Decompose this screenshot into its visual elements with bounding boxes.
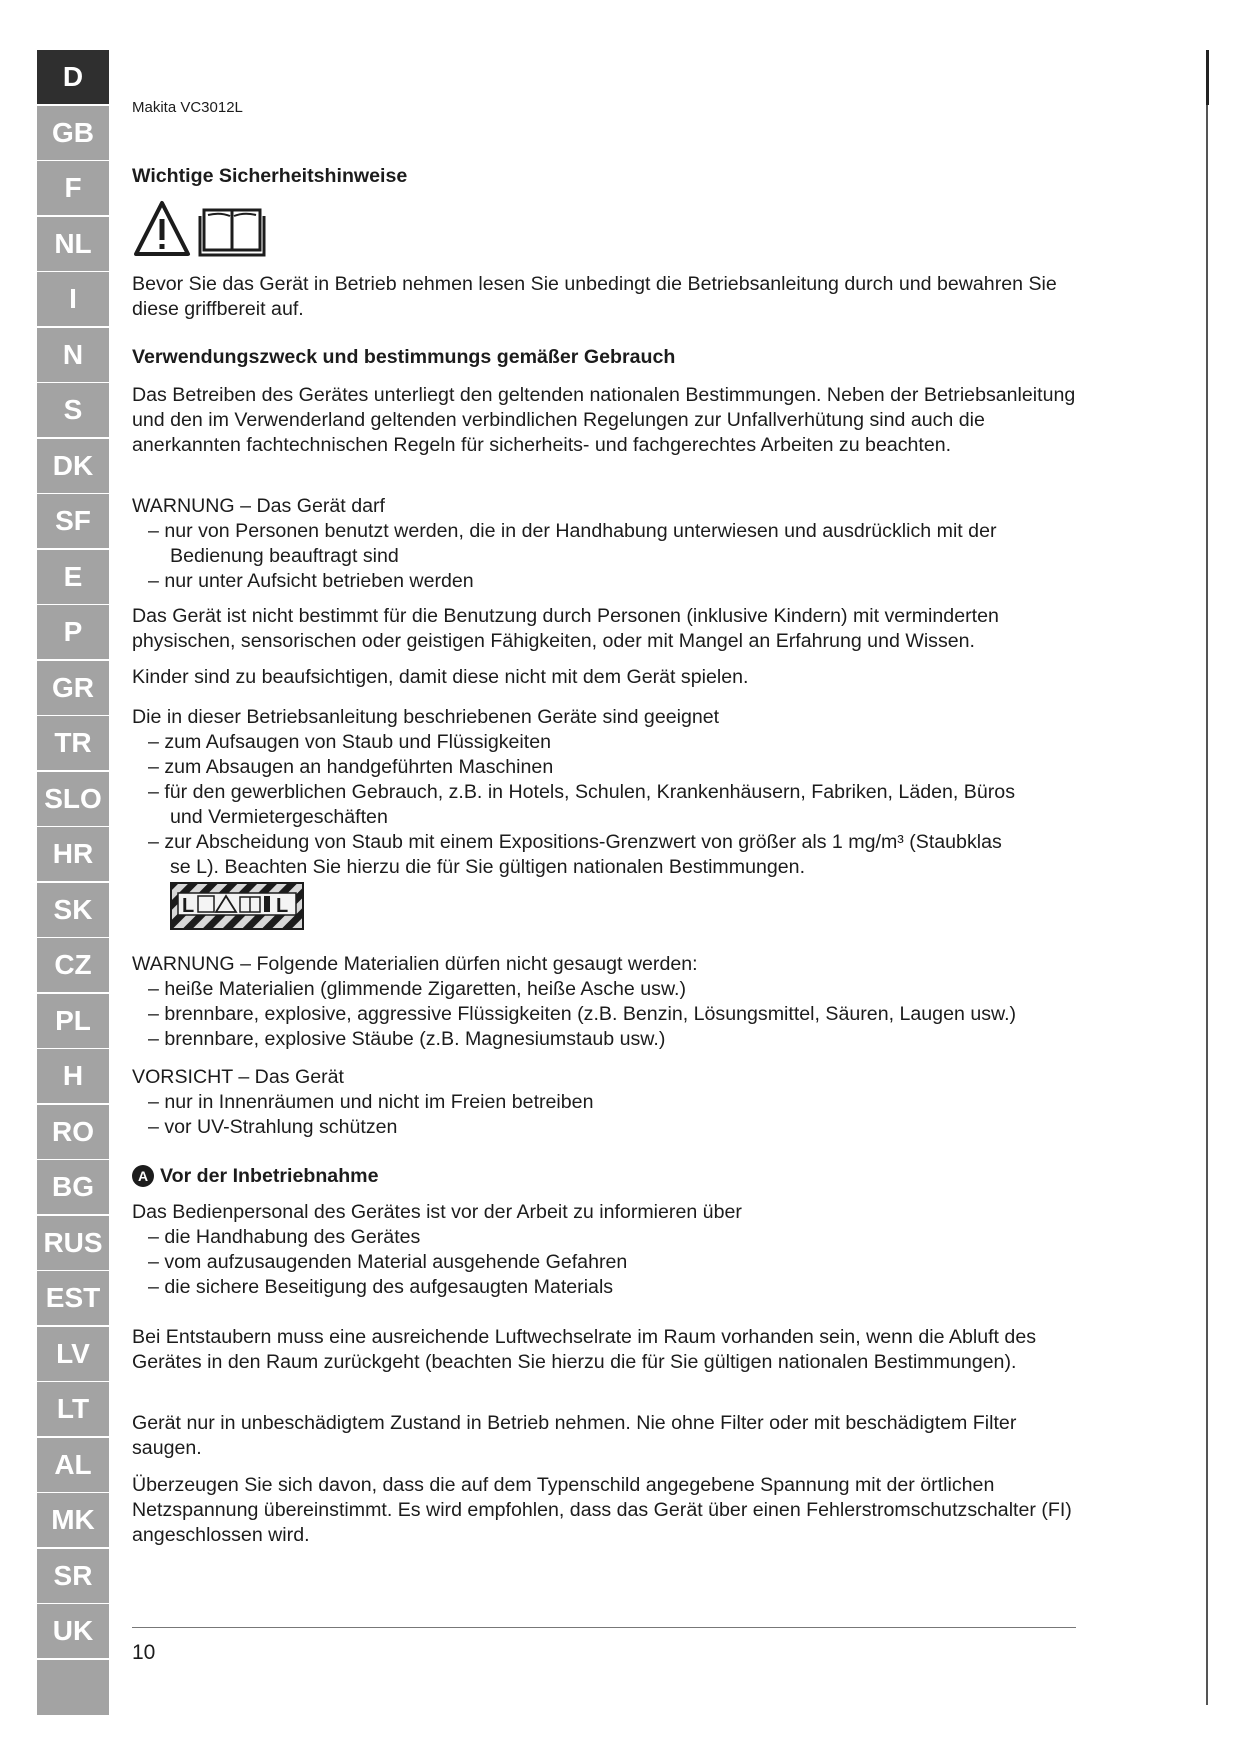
list-item: – brennbare, explosive, aggressive Flüssigkeiten (z.B. Benzin, Lösungsmittel, Säuren, Laugen usw.) [148, 1003, 1017, 1025]
lang-tab[interactable]: NL [37, 217, 109, 271]
warning1-title: WARNUNG – Das Gerät darf [132, 495, 385, 517]
warning-manual-icons [132, 198, 272, 260]
start-block [132, 1200, 1082, 1300]
safety-text: Bevor Sie das Gerät in Betrieb nehmen lesen Sie unbedingt die Betriebsanleitung durch und bewahren Sie diese griffbereit auf. [132, 273, 1057, 320]
dust-class-l-label [170, 882, 304, 930]
dust-class-label-graphic [170, 882, 304, 930]
section-a-badge: A [132, 1165, 154, 1187]
list-item: – zum Absaugen an handgeführten Maschinen [148, 756, 554, 778]
lang-tab[interactable]: S [37, 383, 109, 437]
lang-tab[interactable]: GB [37, 106, 109, 160]
list-item: – zur Abscheidung von Staub mit einem Expositions-Grenzwert von größer als 1 mg/m³ (Staubklas se L). Beachten Sie hierzu die für Sie gültigen nationalen Bestimmungen. [148, 831, 1002, 878]
suitable-block [132, 705, 1082, 880]
lang-tab[interactable]: SLO [37, 772, 109, 826]
suitable-title: Die in dieser Betriebsanleitung beschriebenen Geräte sind geeignet [132, 706, 720, 728]
use-heading: Verwendungszweck und bestimmungs gemäßer Gebrauch [132, 346, 676, 368]
air-text: Bei Entstaubern muss eine ausreichende Luftwechselrate im Raum vorhanden sein, wenn die Abluft des Gerätes in den Raum zurückgeht (beachten Sie hierzu die für Sie gültigen nationalen Bestimmungen). [132, 1326, 1037, 1373]
lang-tab[interactable]: HR [37, 827, 109, 881]
list-item: – vor UV-Strahlung schützen [148, 1116, 398, 1138]
warning-triangle-icon [136, 203, 188, 254]
lang-tab[interactable]: CZ [37, 938, 109, 992]
list-item: – zum Aufsaugen von Staub und Flüssigkeiten [148, 731, 552, 753]
lang-tab[interactable]: H [37, 1049, 109, 1103]
lang-tab[interactable]: DK [37, 439, 109, 493]
lang-tab[interactable]: SK [37, 883, 109, 937]
lang-tab[interactable]: I [37, 272, 109, 326]
lang-tab[interactable]: BG [37, 1160, 109, 1214]
warning1-block [132, 494, 1082, 594]
children-text: Kinder sind zu beaufsichtigen, damit diese nicht mit dem Gerät spielen. [132, 666, 749, 688]
lang-tab[interactable]: RUS [37, 1216, 109, 1270]
footer-rule [132, 1627, 1076, 1628]
lang-tab[interactable]: RO [37, 1105, 109, 1159]
lang-tab[interactable]: SR [37, 1549, 109, 1603]
lang-tab[interactable]: N [37, 328, 109, 382]
list-item: – die sichere Beseitigung des aufgesaugten Materials [148, 1276, 614, 1298]
list-item: – nur in Innenräumen und nicht im Freien betreiben [148, 1091, 594, 1113]
lang-tab[interactable]: UK [37, 1604, 109, 1658]
list-item: – nur unter Aufsicht betrieben werden [148, 570, 474, 592]
safety-heading: Wichtige Sicherheitshinweise [132, 165, 408, 187]
filter-text: Gerät nur in unbeschädigtem Zustand in Betrieb nehmen. Nie ohne Filter oder mit beschädigtem Filter saugen. [132, 1412, 1017, 1459]
caution-title: VORSICHT – Das Gerät [132, 1066, 344, 1088]
lang-tab[interactable]: P [37, 605, 109, 659]
language-tab-bar [37, 50, 109, 1715]
lang-tab[interactable]: D [37, 50, 109, 104]
start-heading-row [132, 1164, 1082, 1189]
lang-tab[interactable]: F [37, 161, 109, 215]
lang-tab[interactable]: EST [37, 1271, 109, 1325]
list-item: – für den gewerblichen Gebrauch, z.B. in Hotels, Schulen, Krankenhäusern, Fabriken, Läden, Büros und Vermietergeschäften [148, 781, 1015, 828]
list-item: – nur von Personen benutzt werden, die in der Handhabung unterwiesen und ausdrücklich mit der Bedienung beauftragt sind [148, 520, 997, 567]
list-item: – heiße Materialien (glimmende Zigaretten, heiße Asche usw.) [148, 978, 686, 1000]
use-text: Das Betreiben des Gerätes unterliegt den geltenden nationalen Bestimmungen. Neben der Betriebsanleitung und den im Verwenderland geltenden verbindlichen Regelungen zur Unfallverhütung sind auch die anerkannten fachtechnischen Regeln für sicherheits- und fachgerechtes Arbeiten zu beachten. [132, 384, 1076, 456]
list-item: – vom aufzusaugenden Material ausgehende Gefahren [148, 1251, 628, 1273]
svg-text:L: L [182, 895, 195, 917]
lang-tab[interactable]: AL [37, 1438, 109, 1492]
start-text: Das Bedienpersonal des Gerätes ist vor der Arbeit zu informieren über [132, 1201, 742, 1223]
lang-tab[interactable]: TR [37, 716, 109, 770]
safety-icons [132, 198, 272, 258]
persons-text: Das Gerät ist nicht bestimmt für die Benutzung durch Personen (inklusive Kindern) mit verminderten physischen, sensorischen oder geistigen Fähigkeiten, oder mit Mangel an Erfahrung und Wissen. [132, 605, 999, 652]
lang-tab[interactable]: GR [37, 661, 109, 715]
warning2-block [132, 952, 1082, 1052]
list-item: – brennbare, explosive Stäube (z.B. Magnesiumstaub usw.) [148, 1028, 666, 1050]
page-number: 10 [132, 1641, 156, 1664]
lang-bar-tail [37, 1660, 109, 1715]
manual-book-icon [200, 210, 264, 255]
right-margin-rule [1206, 50, 1208, 1705]
caution-block [132, 1065, 1082, 1140]
svg-text:L: L [276, 895, 289, 917]
voltage-text: Überzeugen Sie sich davon, dass die auf dem Typenschild angegebene Spannung mit der örtlichen Netzspannung übereinstimmt. Es wird empfohlen, dass das Gerät über einen Fehlerstromschutzschalter (FI) angeschlossen wird. [132, 1474, 1072, 1546]
warning2-title: WARNUNG – Folgende Materialien dürfen nicht gesaugt werden: [132, 953, 698, 975]
start-heading: Vor der Inbetriebnahme [160, 1165, 379, 1187]
lang-tab[interactable]: MK [37, 1493, 109, 1547]
lang-tab[interactable]: PL [37, 994, 109, 1048]
model-name: Makita VC3012L [132, 99, 243, 116]
lang-tab[interactable]: LV [37, 1327, 109, 1381]
lang-tab[interactable]: SF [37, 494, 109, 548]
lang-tab[interactable]: LT [37, 1382, 109, 1436]
list-item: – die Handhabung des Gerätes [148, 1226, 421, 1248]
lang-tab[interactable]: E [37, 550, 109, 604]
